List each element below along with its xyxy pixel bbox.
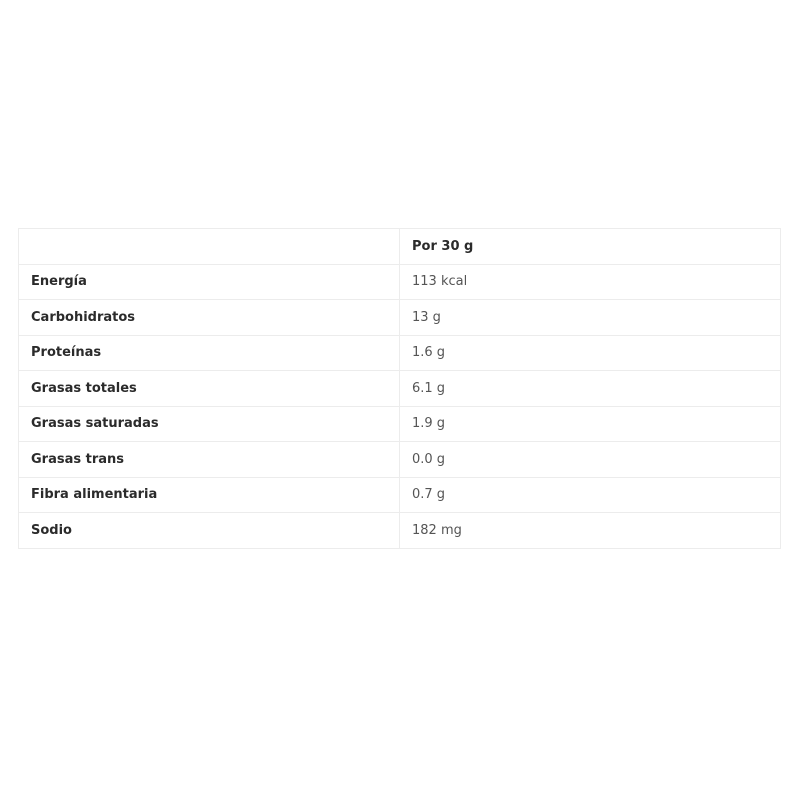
- nutrient-label: Carbohidratos: [19, 300, 400, 336]
- nutrient-label: Grasas totales: [19, 371, 400, 407]
- table-row: [19, 513, 781, 549]
- nutrient-label: Grasas saturadas: [19, 406, 400, 442]
- table-row: [19, 406, 781, 442]
- nutrient-label: Proteínas: [19, 335, 400, 371]
- nutrient-value: 182 mg: [400, 513, 781, 549]
- nutrient-label: Fibra alimentaria: [19, 477, 400, 513]
- nutrient-value: 1.9 g: [400, 406, 781, 442]
- nutrient-label: Grasas trans: [19, 442, 400, 478]
- table-row: [19, 300, 781, 336]
- nutrient-label: Energía: [19, 264, 400, 300]
- nutrient-value: 6.1 g: [400, 371, 781, 407]
- table-row: [19, 371, 781, 407]
- nutrient-value: 0.7 g: [400, 477, 781, 513]
- nutrient-value: 0.0 g: [400, 442, 781, 478]
- nutrition-table: [18, 228, 781, 549]
- table-row: [19, 477, 781, 513]
- nutrient-value: 113 kcal: [400, 264, 781, 300]
- table-row: [19, 442, 781, 478]
- table-row: [19, 335, 781, 371]
- nutrient-label: Sodio: [19, 513, 400, 549]
- table-header-row: [19, 229, 781, 265]
- header-serving-cell: Por 30 g: [400, 229, 781, 265]
- nutrient-value: 13 g: [400, 300, 781, 336]
- table-row: [19, 264, 781, 300]
- nutrient-value: 1.6 g: [400, 335, 781, 371]
- header-label-cell: [19, 229, 400, 265]
